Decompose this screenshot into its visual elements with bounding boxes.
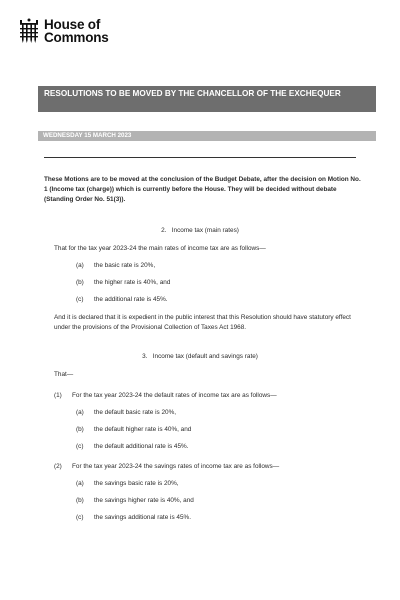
list-item: (b) the higher rate is 40%, and [76, 279, 171, 286]
list-item: (a) the savings basic rate is 20%, [76, 480, 179, 487]
house-of-commons-logo [18, 18, 109, 44]
section-2-heading: 2. Income tax (main rates) [161, 227, 239, 234]
portcullis-icon [18, 18, 40, 44]
list-item: (c) the savings additional rate is 45%. [76, 514, 191, 521]
list-item: (c) the additional rate is 45%. [76, 296, 168, 303]
intro-paragraph: These Motions are to be moved at the conclusion of the Budget Debate, after the decision on Motion No. 1 (Income tax (charge)) which is currently before the House. They will be decided without debate (Standing Order No. 51(3)). [44, 176, 361, 203]
logo-line-2: Commons [44, 30, 109, 45]
list-item: (a) the basic rate is 20%, [76, 262, 156, 269]
section-3-that: That— [54, 371, 74, 378]
list-item: (b) the savings higher rate is 40%, and [76, 497, 194, 504]
section-2-lead: That for the tax year 2023-24 the main rates of income tax are as follows— [54, 245, 266, 252]
section-2-declaration: And it is declared that it is expedient in the public interest that this Resolution should have statutory effect under the provisions of the Provisional Collection of Taxes Act 1968. [54, 314, 351, 331]
paragraph-2: (2) For the tax year 2023-24 the savings rates of income tax are as follows— [54, 463, 280, 470]
list-item: (b) the default higher rate is 40%, and [76, 426, 192, 433]
logo-line-1: House of [44, 17, 101, 32]
list-item: (a) the default basic rate is 20%, [76, 409, 177, 416]
document-title: RESOLUTIONS TO BE MOVED BY THE CHANCELLOR OF THE EXCHEQUER [38, 86, 376, 112]
paragraph-1: (1) For the tax year 2023-24 the default rates of income tax are as follows— [54, 392, 277, 399]
divider-rule [44, 157, 356, 158]
section-3-heading: 3. Income tax (default and savings rate) [142, 353, 258, 360]
list-item: (c) the default additional rate is 45%. [76, 443, 189, 450]
date-banner: WEDNESDAY 15 MARCH 2023 [38, 131, 376, 141]
logo-text [44, 18, 109, 44]
